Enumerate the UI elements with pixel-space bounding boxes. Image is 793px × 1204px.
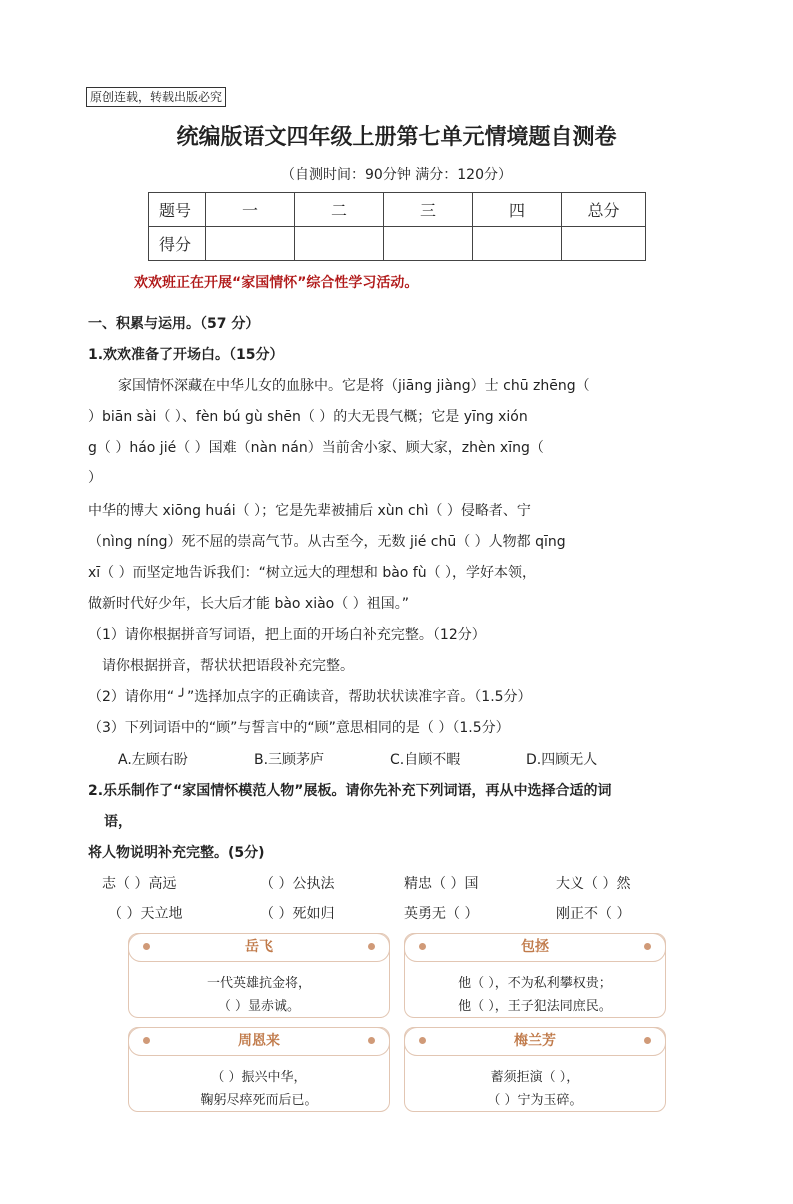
dot-icon (143, 943, 150, 950)
card-body (129, 1066, 389, 1112)
card-line: 一代英雄抗金将， (206, 976, 311, 991)
score-table-cell: 题号 (149, 193, 206, 227)
score-table-cell: 一 (206, 193, 295, 227)
idiom-item: （ ）天立地 (108, 906, 183, 922)
passage-line: 家国情怀深藏在中华儿女的血脉中。它是将（jiāng jiàng）士 chū zhēng（ (118, 378, 590, 394)
figure-card-bao-zheng (404, 933, 666, 1018)
section-one-heading: 一、积累与运用。（57 分） (88, 316, 260, 332)
card-header (128, 1027, 390, 1056)
question-2-title: 2.乐乐制作了“家国情怀模范人物”展板。请你先补充下列词语，再从中选择合适的词 (88, 783, 612, 799)
score-table-header-row (149, 193, 646, 227)
dot-icon (419, 943, 426, 950)
question-1-part-1: （1）请你根据拼音写词语，把上面的开场白补充完整。（12分） (88, 627, 486, 643)
score-table-cell: 四 (473, 193, 562, 227)
passage-line: （nìng níng）死不屈的崇高气节。从古至今，无数 jié chū（ ）人物都 qīng (88, 534, 566, 550)
score-entry-cell[interactable] (206, 227, 295, 261)
dot-icon (143, 1037, 150, 1044)
card-line: （ ）振兴中华， (211, 1070, 307, 1085)
card-line: 蓄须拒演（ ）， (490, 1070, 580, 1085)
score-table-cell: 二 (295, 193, 384, 227)
card-title: 梅兰芳 (514, 1033, 556, 1049)
idiom-item: 英勇无（ ） (404, 906, 479, 922)
question-2-title-cont: 语， (104, 814, 132, 830)
option-d[interactable]: D.四顾无人 (526, 752, 598, 768)
card-line: 他（ ），不为私利攀权贵； (458, 976, 612, 991)
score-entry-cell[interactable] (473, 227, 562, 261)
card-line: （ ）显赤诚。 (217, 999, 301, 1014)
option-b[interactable]: B.三顾茅庐 (254, 752, 325, 768)
question-1-part-1-note: 请你根据拼音，帮状状把语段补充完整。 (102, 658, 354, 674)
option-c[interactable]: C.自顾不暇 (390, 752, 461, 768)
idiom-item: （ ）死如归 (260, 906, 335, 922)
card-body (405, 1066, 665, 1112)
activity-intro: 欢欢班正在开展“家国情怀”综合性学习活动。 (134, 275, 419, 291)
question-2-title-end: 将人物说明补充完整。(5分) (88, 845, 265, 861)
score-table-cell: 得分 (149, 227, 206, 261)
copyright-notice: 原创连载，转载出版必究 (86, 87, 226, 107)
card-title: 岳飞 (245, 939, 273, 955)
dot-icon (644, 943, 651, 950)
dot-icon (419, 1037, 426, 1044)
idiom-item: （ ）公执法 (260, 876, 335, 892)
score-entry-cell[interactable] (295, 227, 384, 261)
passage-line: ）biān sài（ ）、fèn bú gù shēn（ ）的大无畏气概；它是 yīng xión (88, 409, 528, 425)
dot-icon (368, 1037, 375, 1044)
idiom-item: 大义（ ）然 (556, 876, 631, 892)
idiom-item: 精忠（ ）国 (404, 876, 479, 892)
question-1-part-2: （2）请你用“ ╯”选择加点字的正确读音，帮助状状读准字音。（1.5分） (88, 689, 532, 705)
score-entry-cell[interactable] (384, 227, 473, 261)
score-table-score-row (149, 227, 646, 261)
question-1-title: 1.欢欢准备了开场白。（15分） (88, 347, 284, 363)
idiom-item: 刚正不（ ） (556, 906, 631, 922)
question-1-part-3: （3）下列词语中的“顾”与誓言中的“顾”意思相同的是（ ）（1.5分） (88, 720, 510, 736)
passage-line: 做新时代好少年，长大后才能 bào xiào（ ）祖国。” (88, 596, 409, 612)
dot-icon (368, 943, 375, 950)
score-table (148, 192, 646, 261)
card-line: （ ）宁为玉碎。 (487, 1093, 583, 1108)
passage-line: xī（ ）而坚定地告诉我们：“树立远大的理想和 bào fù（ ），学好本领， (88, 565, 537, 581)
passage-line: ） (88, 470, 102, 486)
card-header (404, 933, 666, 962)
figure-card-zhou-enlai (128, 1027, 390, 1112)
card-title: 包拯 (521, 939, 549, 955)
page-title: 统编版语文四年级上册第七单元情境题自测卷 (176, 124, 617, 150)
score-entry-cell[interactable] (562, 227, 646, 261)
card-header (404, 1027, 666, 1056)
option-a[interactable]: A.左顾右盼 (118, 752, 188, 768)
card-title: 周恩来 (238, 1033, 280, 1049)
card-body (405, 972, 665, 1018)
idiom-item: 志（ ）高远 (102, 876, 177, 892)
score-table-cell: 总分 (562, 193, 646, 227)
passage-line: g（ ）háo jié（ ）国难（nàn nán）当前舍小家、顾大家，zhèn xīng（ (88, 440, 544, 456)
card-line: 他（ ），王子犯法同庶民。 (458, 999, 612, 1014)
passage-line: 中华的博大 xiōng huái（ ）；它是先辈被捕后 xùn chì（ ）侵略者、宁 (88, 503, 531, 519)
figure-card-yue-fei (128, 933, 390, 1018)
card-header (128, 933, 390, 962)
card-body (129, 972, 389, 1018)
card-line: 鞠躬尽瘁死而后已。 (200, 1093, 318, 1108)
page-subtitle: （自测时间：90分钟 满分：120分） (281, 167, 512, 183)
score-table-cell: 三 (384, 193, 473, 227)
dot-icon (644, 1037, 651, 1044)
figure-card-mei-lanfang (404, 1027, 666, 1112)
